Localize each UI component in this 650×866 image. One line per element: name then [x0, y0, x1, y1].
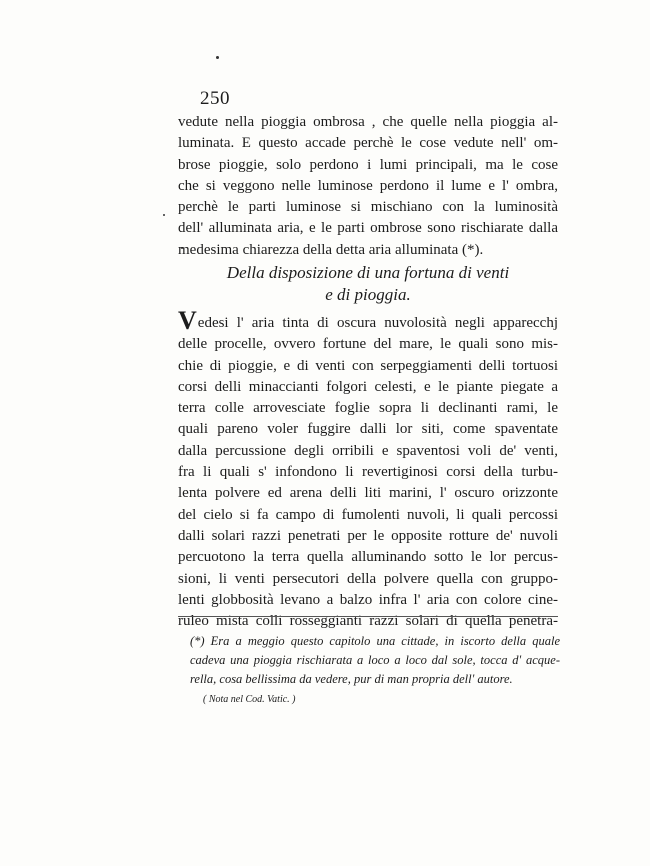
text-line: brose pioggie, solo perdono i lumi principali, ma le cose	[178, 156, 558, 173]
text-line: luminata. E questo accade perchè le cose vedute nell' om-	[178, 135, 558, 152]
body-paragraph	[178, 306, 558, 632]
text-line: lenti globbosità levano a balzo infra l' aria con colore cine-	[178, 591, 558, 608]
text-line	[178, 306, 558, 335]
text-line: terra colle arrovesciate foglie sopra li declinanti rami, le	[178, 400, 558, 417]
footnote	[190, 632, 560, 689]
footnote-line: rella, cosa bellissima da vedere, pur di man propria dell' autore.	[190, 672, 513, 686]
text-line: chie di pioggie, e di venti con serpeggiamenti delli tortuosi	[178, 357, 558, 374]
text-line: percuotono la terra quella alluminando sotto le lor percus-	[178, 549, 558, 566]
text-line: lenta polvere ed arena delli liti marini, l' oscuro orizzonte	[178, 485, 558, 502]
text-line: corsi delli minaccianti folgori celesti, e le piante piegate a	[178, 378, 558, 395]
intro-paragraph	[178, 112, 558, 261]
section-heading	[178, 262, 558, 306]
text-line: dalli solari razzi penetrati per le opposite rotture de' nuvoli	[178, 527, 558, 544]
heading-line: e di pioggia.	[325, 285, 411, 304]
text-line: perchè le parti luminose si mischiano con la luminosità	[178, 199, 558, 216]
text-line: fra li quali s' infondono li revertiginosi corsi della turbu-	[178, 464, 558, 481]
page-number: 250	[200, 88, 230, 109]
text-line: vedute nella pioggia ombrosa , che quelle nella pioggia al-	[178, 114, 558, 130]
first-line-text: edesi l' aria tinta di oscura nuvolosità negli apparecchj	[197, 315, 558, 331]
text-line: che si veggono nelle luminose perdono il lume e l' ombra,	[178, 177, 558, 194]
text-line: delle procelle, ovvero fortune del mare, le quali sono mis-	[178, 336, 558, 353]
footnote-line: (*) Era a meggio questo capitolo una cittade, in iscorto della quale	[190, 634, 560, 648]
text-line: ruleo mista colli rosseggianti razzi solari di quella penetra-	[178, 613, 558, 630]
text-line: sioni, li venti persecutori della polvere quella con gruppo-	[178, 570, 558, 587]
text-line: dalla percussione degli orribili e spaventosi voli de' venti,	[178, 442, 558, 459]
ink-speck	[216, 56, 219, 59]
text-line: quali pareno voler fuggire dalli lor siti, come spaventate	[178, 421, 558, 438]
footnote-line: cadeva una pioggia rischiarata a loco a loco dal sole, tocca d' acque-	[190, 653, 560, 667]
heading-line: Della disposizione di una fortuna di venti	[226, 263, 510, 282]
text-line: del cielo si fa campo di fumolenti nuvoli, li quali percossi	[178, 506, 558, 523]
ink-speck	[163, 214, 165, 216]
footnote-divider	[178, 616, 558, 617]
source-note: ( Nota nel Cod. Vatic. )	[203, 694, 296, 705]
text-line: dell' alluminata aria, e le parti ombrose sono rischiarate dalla	[178, 220, 558, 237]
drop-cap: V	[178, 306, 197, 335]
text-line: medesima chiarezza della detta aria alluminata (*).	[178, 241, 484, 258]
